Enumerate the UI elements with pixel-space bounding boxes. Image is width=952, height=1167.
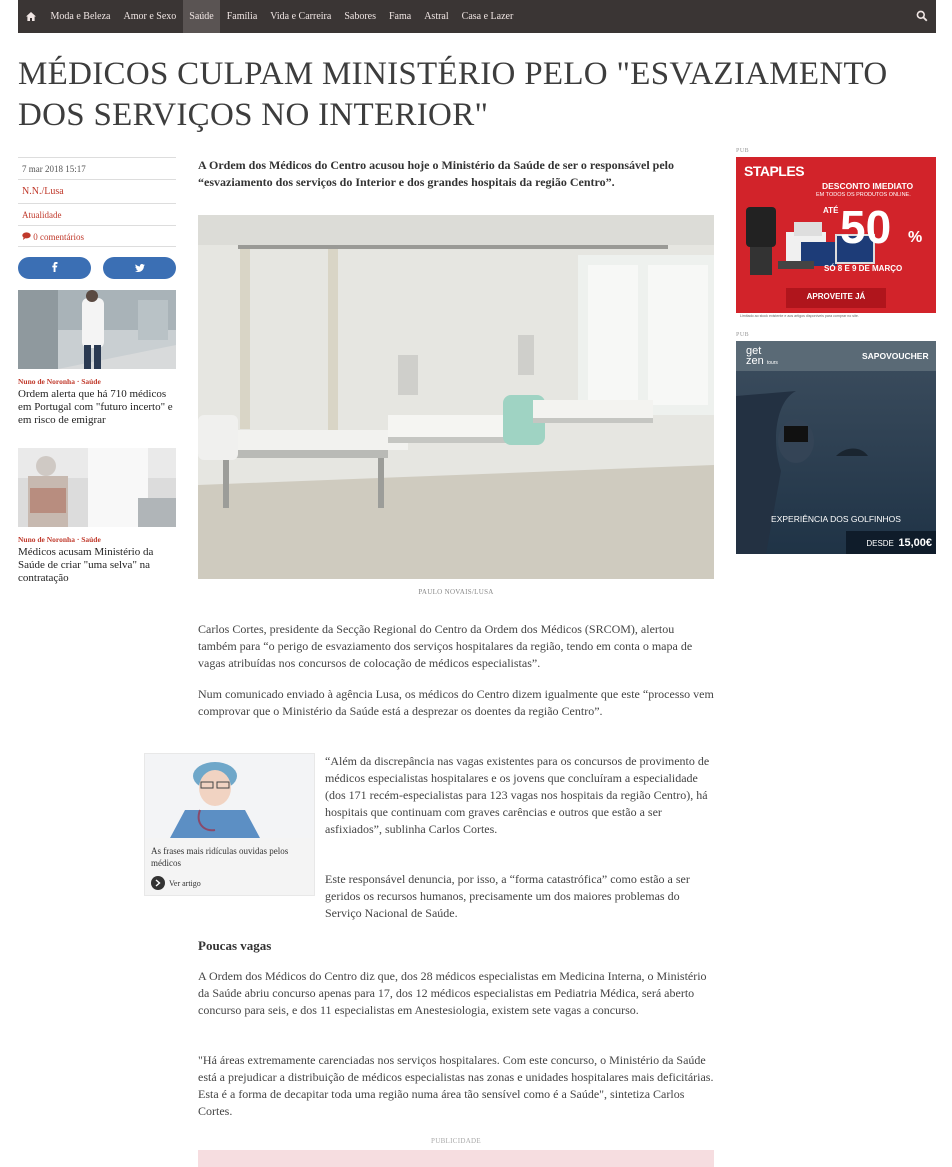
- getzen-logo: get zen tours: [746, 345, 778, 367]
- article-main-image: [198, 215, 714, 579]
- article-title: MÉDICOS CULPAM MINISTÉRIO PELO "ESVAZIAMENTO DOS SERVIÇOS NO INTERIOR": [18, 56, 888, 133]
- sapovoucher-ad[interactable]: [736, 341, 936, 554]
- related-article-2[interactable]: [18, 448, 176, 585]
- body-paragraph-6: "Há áreas extremamente carenciadas nos serviços hospitalares. Com este concurso, o Ministério da Saúde está a prejudicar a distribuição de médicos especialistas nas zonas e unidades hospitalares mais deficitárias. Esta é a forma de decapitar toda uma região numa área tão sensível como é a Saúde", sintetiza Carlos Cortes.: [198, 1053, 714, 1118]
- nav-item-astral[interactable]: Astral: [424, 11, 449, 22]
- advertisement-label: PUBLICIDADE: [431, 1137, 481, 1145]
- nav-item-fama[interactable]: Fama: [388, 11, 412, 22]
- related-headline-2[interactable]: Médicos acusam Ministério da Saúde de criar "uma selva" na contratação: [18, 546, 154, 584]
- image-credit: PAULO NOVAIS/LUSA: [418, 588, 494, 596]
- top-nav: [18, 0, 936, 33]
- facebook-share-button[interactable]: [18, 257, 91, 279]
- ad-label-1: PUB: [736, 148, 750, 154]
- article-category[interactable]: Atualidade: [18, 203, 176, 225]
- staples-upto: ATÉ: [823, 206, 839, 215]
- related-kicker-1: Nuno de Noronha · Saúde: [18, 377, 101, 386]
- nav-item-saude[interactable]: Saúde: [183, 0, 220, 33]
- staples-logo: STAPLES: [744, 163, 805, 179]
- facebook-icon: [52, 259, 58, 277]
- home-icon[interactable]: [18, 0, 44, 33]
- inline-card-image[interactable]: [145, 754, 314, 838]
- sapo-ad-headline: EXPERIÊNCIA DOS GOLFINHOS: [771, 514, 901, 524]
- inline-card-link[interactable]: [151, 876, 201, 890]
- nav-item-familia[interactable]: Família: [226, 11, 258, 22]
- twitter-icon: [135, 259, 145, 277]
- ad-label-2: PUB: [736, 332, 750, 338]
- body-paragraph-2: Num comunicado enviado à agência Lusa, os médicos do Centro dizem igualmente que este “processo vem comprovar que o Ministério da Saúde está a desprezar os doentes da região Centro”.: [198, 687, 714, 718]
- related-image-2[interactable]: [18, 448, 176, 527]
- nav-item-sabores[interactable]: Sabores: [344, 11, 376, 22]
- inline-card-caption[interactable]: As frases mais ridículas ouvidas pelos médicos: [151, 846, 289, 868]
- staples-percent-sign: %: [908, 229, 923, 246]
- sapo-ad-price: DESDE 15,00€: [866, 537, 932, 549]
- inline-card-link-label: Ver artigo: [169, 878, 201, 888]
- article-date: 7 mar 2018 15:17: [18, 157, 176, 179]
- comment-icon: [22, 232, 33, 242]
- article-lead: A Ordem dos Médicos do Centro acusou hoje o Ministério da Saúde de ser o responsável pelo “esvaziamento dos serviços do Interior e dos grandes hospitais da região Centro”.: [198, 158, 675, 189]
- chevron-right-icon: [151, 876, 165, 890]
- article-meta: [18, 157, 176, 247]
- related-headline-1[interactable]: Ordem alerta que há 710 médicos em Portugal com "futuro incerto" e em risco de emigrar: [18, 388, 173, 426]
- advertisement-banner[interactable]: [198, 1150, 714, 1167]
- section-subheading: Poucas vagas: [198, 938, 272, 953]
- nav-item-moda-beleza[interactable]: Moda e Beleza: [50, 11, 111, 22]
- staples-ad[interactable]: [736, 157, 936, 325]
- search-icon[interactable]: [916, 9, 930, 23]
- body-paragraph-3: “Além da discrepância nas vagas existentes para os concursos de provimento de médicos especialistas hospitalares e os jovens que concluíram a especialidade (dos 171 recém-especialistas para 123 vagas nos hospitais da região Centro), há hospitais que continuam com graves carências e outros que estão a ser asfixiados”, sublinha Carlos Cortes.: [325, 754, 710, 836]
- staples-dates: SÓ 8 E 9 DE MARÇO: [824, 264, 903, 273]
- body-paragraph-4: Este responsável denuncia, por isso, a “forma catastrófica” como estão a ser geridos os recursos humanos, precisamente um dos maiores problemas do Serviço Nacional de Saúde.: [325, 872, 690, 920]
- staples-percent: 50: [840, 201, 892, 253]
- sapovoucher-logo: SAPOVOUCHER: [862, 351, 929, 361]
- nav-item-amor-sexo[interactable]: Amor e Sexo: [123, 11, 177, 22]
- related-image-1[interactable]: [18, 290, 176, 369]
- nav-item-vida-carreira[interactable]: Vida e Carreira: [270, 11, 332, 22]
- body-paragraph-5: A Ordem dos Médicos do Centro diz que, dos 28 médicos especialistas em Medicina Interna, o Ministério da Saúde abriu concurso apenas para 17, dos 12 médicos especialistas em Pediatria Médica, será aberto concurso para seis, e dos 11 especialistas em Anestesiologia, existem sete vagas a concurso.: [198, 969, 707, 1017]
- staples-cta-button[interactable]: APROVEITE JÁ: [806, 292, 866, 301]
- staples-fineprint: Limitado ao stock existente e aos artigos disponíveis para comprar no site.: [740, 314, 859, 318]
- related-article-1[interactable]: [18, 290, 176, 427]
- comments-count: 0 comentários: [33, 232, 84, 242]
- inline-related-card[interactable]: [144, 753, 315, 896]
- article-author[interactable]: N.N./Lusa: [18, 179, 176, 203]
- comments-link[interactable]: [18, 225, 176, 247]
- body-paragraph-1: Carlos Cortes, presidente da Secção Regional do Centro da Ordem dos Médicos (SRCOM), alertou também para “o perigo de esvaziamento dos serviços hospitalares da região, tendo em conta o mapa de vagas atribuídas nos concursos de colocação de médicos especialistas”.: [198, 622, 693, 670]
- staples-subline: EM TODOS OS PRODUTOS ONLINE.: [816, 192, 911, 198]
- nav-item-casa-lazer[interactable]: Casa e Lazer: [461, 11, 514, 22]
- related-kicker-2: Nuno de Noronha · Saúde: [18, 535, 101, 544]
- staples-headline: DESCONTO IMEDIATO: [822, 181, 914, 191]
- twitter-share-button[interactable]: [103, 257, 176, 279]
